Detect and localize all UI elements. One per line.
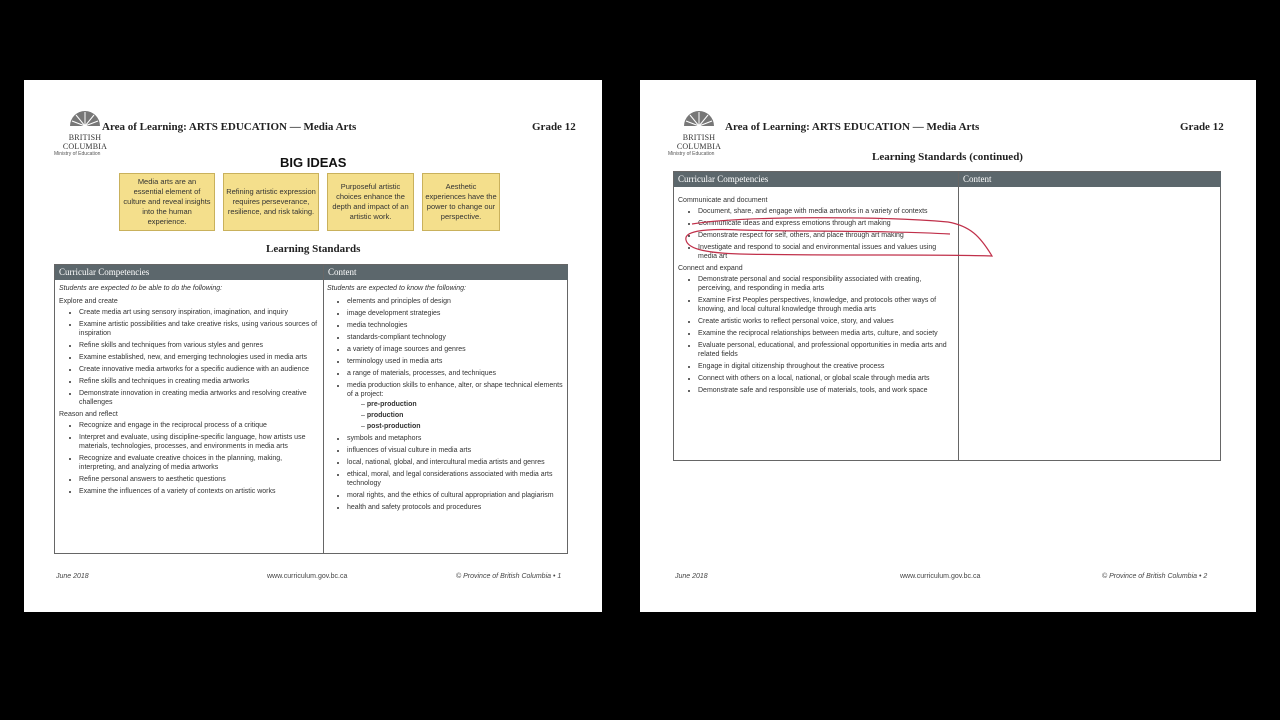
- footer-url: www.curriculum.gov.bc.ca: [900, 573, 981, 580]
- footer-date: June 2018: [675, 573, 708, 580]
- list-item: • Interpret and evaluate, using discipline-specific language, how artists use materials, technologies, processes, and environments in media arts: [79, 433, 321, 451]
- list-item: • Examine the influences of a variety of contexts on artistic works: [79, 487, 321, 496]
- logo-ministry: Ministry of Education: [668, 151, 715, 157]
- competencies-intro: Students are expected to be able to do the following:: [59, 285, 223, 292]
- footer-url: www.curriculum.gov.bc.ca: [267, 573, 348, 580]
- list-item: • Demonstrate personal and social responsibility associated with creating, perceiving, and responding in media arts: [698, 275, 954, 293]
- list-item: • Demonstrate innovation in creating media artworks and resolving creative challenges: [79, 389, 321, 407]
- list-item: • Examine established, new, and emerging technologies used in media arts: [79, 353, 321, 362]
- footer-date: June 2018: [56, 573, 89, 580]
- list-item: [347, 381, 565, 431]
- list-item: • terminology used in media arts: [347, 357, 565, 366]
- competencies-column: [678, 193, 954, 398]
- sub-list-item: – pre-production: [361, 400, 565, 409]
- content-column: [327, 284, 565, 515]
- logo-ministry: Ministry of Education: [54, 151, 101, 157]
- learning-standards-table: [673, 171, 1221, 461]
- list-item: • Examine the reciprocal relationships between media arts, culture, and society: [698, 329, 954, 338]
- header-area-title: Area of Learning: ARTS EDUCATION — Media Arts: [102, 121, 357, 133]
- learning-standards-title: Learning Standards: [266, 243, 361, 255]
- list-item: • standards-compliant technology: [347, 333, 565, 342]
- list-item: • ethical, moral, and legal considerations associated with media arts technology: [347, 470, 565, 488]
- footer-copyright-text: © Province of British Columbia: [456, 573, 552, 580]
- list-item: • Document, share, and engage with media artworks in a variety of contexts: [698, 207, 954, 216]
- document-page-1: [24, 80, 602, 612]
- footer-page-number: 2: [1203, 573, 1208, 580]
- big-idea-1: Media arts are an essential element of culture and reveal insights into the human experience.: [119, 173, 215, 231]
- list-item: • Refine skills and techniques from various styles and genres: [79, 341, 321, 350]
- col-header-competencies: Curricular Competencies: [674, 172, 958, 187]
- col-header-competencies: Curricular Competencies: [55, 265, 323, 280]
- footer-copyright: © Province of British Columbia • 2: [1102, 573, 1208, 580]
- column-divider: [958, 172, 959, 460]
- big-ideas-title: BIG IDEAS: [280, 155, 347, 170]
- list-item: • Communicate ideas and express emotions through art making: [698, 219, 954, 228]
- list-item: • influences of visual culture in media arts: [347, 446, 565, 455]
- list-item: • Create innovative media artworks for a specific audience with an audience: [79, 365, 321, 374]
- big-idea-2: Refining artistic expression requires perseverance, resilience, and risk taking.: [223, 173, 319, 231]
- section-explore-create: Explore and create: [59, 298, 118, 305]
- section-reason-reflect: Reason and reflect: [59, 411, 118, 418]
- list-item-text: media production skills to enhance, alter, or shape technical elements of a project:: [347, 382, 563, 398]
- list-item: • media technologies: [347, 321, 565, 330]
- sun-icon: [682, 106, 716, 128]
- list-item: • a range of materials, processes, and techniques: [347, 369, 565, 378]
- list-item: • Recognize and engage in the reciprocal process of a critique: [79, 421, 321, 430]
- col-header-content: Content: [959, 172, 1221, 187]
- big-idea-3: Purposeful artistic choices enhance the depth and impact of an artistic work.: [327, 173, 414, 231]
- document-page-2: [640, 80, 1256, 612]
- list-item: • Examine artistic possibilities and take creative risks, using various sources of inspiration: [79, 320, 321, 338]
- header-grade: Grade 12: [532, 121, 576, 133]
- list-item: • Connect with others on a local, national, or global scale through media arts: [698, 374, 954, 383]
- sun-icon: [68, 106, 102, 128]
- sub-list-item: – production: [361, 411, 565, 420]
- footer-copyright-text: © Province of British Columbia: [1102, 573, 1198, 580]
- header-grade: Grade 12: [1180, 121, 1224, 133]
- list-item: • Refine skills and techniques in creating media artworks: [79, 377, 321, 386]
- list-item: • Investigate and respond to social and environmental issues and values using media art: [698, 243, 954, 261]
- list-item: • Demonstrate respect for self, others, and place through art making: [698, 231, 954, 240]
- list-item: • Refine personal answers to aesthetic questions: [79, 475, 321, 484]
- col-header-content: Content: [324, 265, 568, 280]
- list-item: • moral rights, and the ethics of cultural appropriation and plagiarism: [347, 491, 565, 500]
- list-item: • symbols and metaphors: [347, 434, 565, 443]
- logo-line-1: BRITISH: [682, 133, 716, 142]
- footer-copyright: © Province of British Columbia • 1: [456, 573, 562, 580]
- header-area-title: Area of Learning: ARTS EDUCATION — Media Arts: [725, 121, 980, 133]
- section-communicate-document: Communicate and document: [678, 197, 768, 204]
- list-item: • health and safety protocols and procedures: [347, 503, 565, 512]
- list-item: • Demonstrate safe and responsible use of materials, tools, and work space: [698, 386, 954, 395]
- logo-line-1: BRITISH: [68, 133, 102, 142]
- column-divider: [323, 265, 324, 553]
- list-item: • Evaluate personal, educational, and professional opportunities in media arts and related fields: [698, 341, 954, 359]
- sub-list-item: – post-production: [361, 422, 565, 431]
- section-connect-expand: Connect and expand: [678, 265, 743, 272]
- logo-line-2: COLUMBIA: [676, 142, 722, 151]
- list-item: • Examine First Peoples perspectives, knowledge, and protocols other ways of knowing, and local cultural knowledge through media arts: [698, 296, 954, 314]
- competencies-column: [59, 284, 321, 499]
- logo-line-2: COLUMBIA: [62, 142, 108, 151]
- list-item: • Create artistic works to reflect personal voice, story, and values: [698, 317, 954, 326]
- learning-standards-table: [54, 264, 568, 554]
- bc-logo: [54, 106, 116, 166]
- list-item: • Recognize and evaluate creative choices in the planning, making, interpreting, and analyzing of media artworks: [79, 454, 321, 472]
- list-item: • a variety of image sources and genres: [347, 345, 565, 354]
- list-item: • elements and principles of design: [347, 297, 565, 306]
- list-item: • Create media art using sensory inspiration, imagination, and inquiry: [79, 308, 321, 317]
- content-intro: Students are expected to know the following:: [327, 285, 466, 292]
- list-item: • Engage in digital citizenship throughout the creative process: [698, 362, 954, 371]
- list-item: • image development strategies: [347, 309, 565, 318]
- big-idea-4: Aesthetic experiences have the power to change our perspective.: [422, 173, 500, 231]
- bc-logo: [668, 106, 730, 166]
- learning-standards-title: Learning Standards (continued): [872, 151, 1023, 163]
- list-item: • local, national, global, and intercultural media artists and genres: [347, 458, 565, 467]
- footer-page-number: 1: [557, 573, 562, 580]
